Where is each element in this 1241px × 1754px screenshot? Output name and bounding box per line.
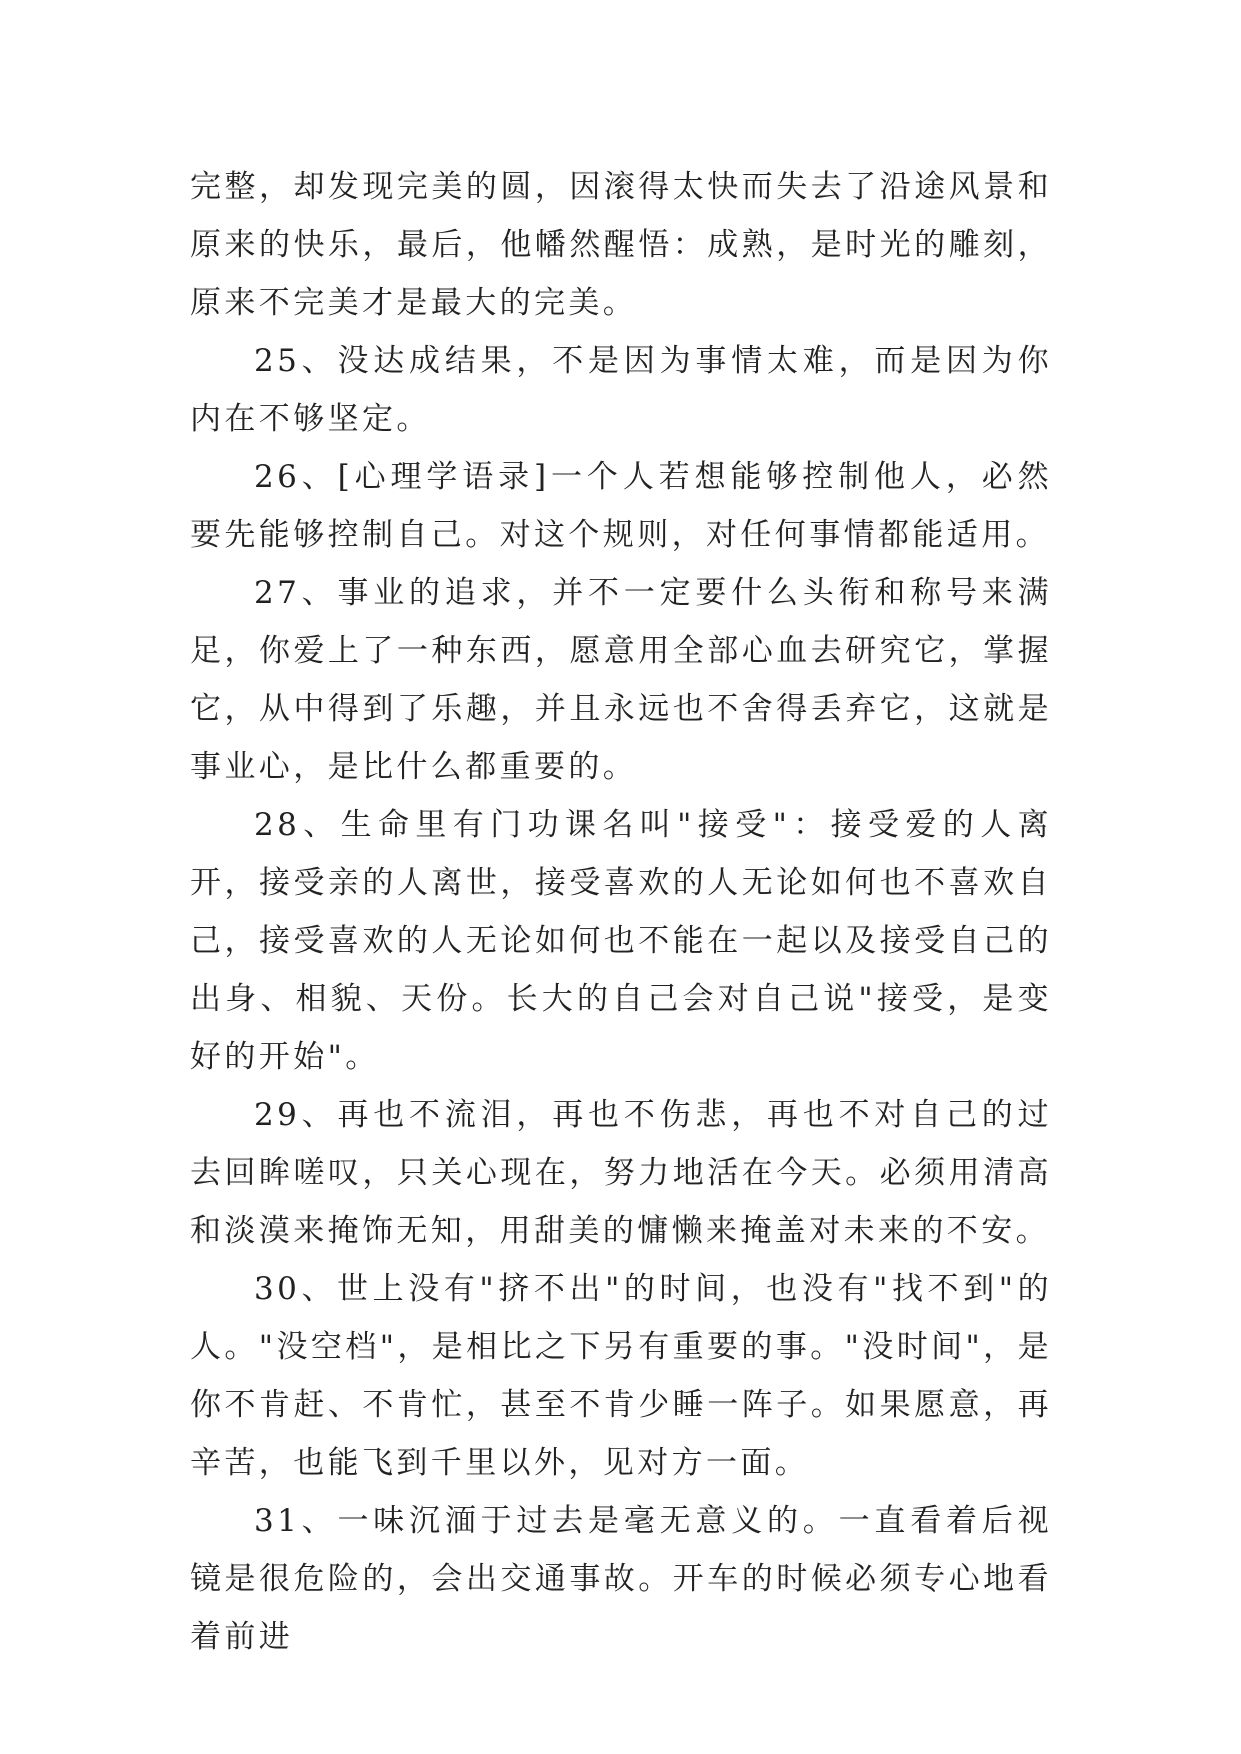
paragraph-continuation: 完整，却发现完美的圆，因滚得太快而失去了沿途风景和原来的快乐，最后，他幡然醒悟：成熟，是时光的雕刻，原来不完美才是最大的完美。 [190,169,1052,321]
paragraph-27: 27、事业的追求，并不一定要什么头衔和称号来满足，你爱上了一种东西，愿意用全部心血去研究它，掌握它，从中得到了乐趣，并且永远也不舍得丢弃它，这就是事业心，是比什么都重要的。 [190,575,1052,785]
paragraph-26: 26、[心理学语录]一个人若想能够控制他人，必然要先能够控制自己。对这个规则，对任何事情都能适用。 [190,459,1052,553]
paragraph-25: 25、没达成结果，不是因为事情太难，而是因为你内在不够坚定。 [190,343,1052,437]
document-body [190,158,1052,1666]
paragraph-28: 28、生命里有门功课名叫"接受"：接受爱的人离开，接受亲的人离世，接受喜欢的人无论如何也不喜欢自己，接受喜欢的人无论如何也不能在一起以及接受自己的出身、相貌、天份。长大的自己会对自己说"接受，是变好的开始"。 [190,807,1052,1075]
paragraph-31: 31、一味沉湎于过去是毫无意义的。一直看着后视镜是很危险的，会出交通事故。开车的时候必须专心地看着前进 [190,1503,1052,1655]
paragraph-29: 29、再也不流泪，再也不伤悲，再也不对自己的过去回眸嗟叹，只关心现在，努力地活在今天。必须用清高和淡漠来掩饰无知，用甜美的慵懒来掩盖对未来的不安。 [190,1097,1052,1249]
paragraph-30: 30、世上没有"挤不出"的时间，也没有"找不到"的人。"没空档"，是相比之下另有重要的事。"没时间"，是你不肯赶、不肯忙，甚至不肯少睡一阵子。如果愿意，再辛苦，也能飞到千里以外，见对方一面。 [190,1271,1052,1481]
